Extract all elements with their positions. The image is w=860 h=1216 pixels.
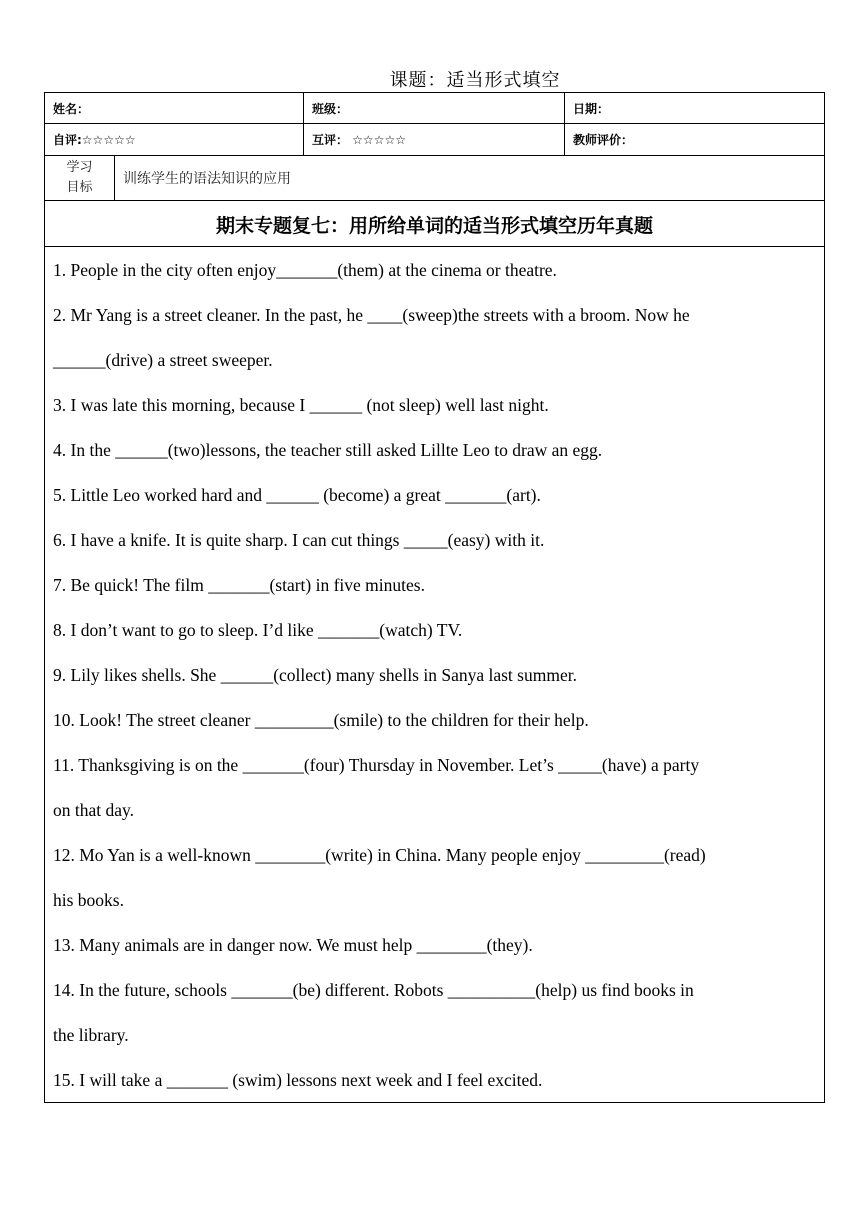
question-line: 9. Lily likes shells. She ______(collect) many shells in Sanya last summer. [53,665,577,685]
question-line: 12. Mo Yan is a well-known ________(write) in China. Many people enjoy _________(read) [53,845,706,865]
question-line: 3. I was late this morning, because I ______ (not sleep) well last night. [53,395,549,415]
class-field[interactable]: 班级： [303,93,564,123]
question-line: 2. Mr Yang is a street cleaner. In the past, he ____(sweep)the streets with a broom. Now he [53,305,690,325]
question-line: 5. Little Leo worked hard and ______ (become) a great _______(art). [53,485,541,505]
goal-label-line2: 目标 [66,180,93,195]
evaluation-row [45,124,824,156]
question-line: on that day. [53,800,134,820]
learning-goal-row [45,156,824,201]
info-row [45,93,824,124]
goal-label-line1: 学习 [66,160,93,175]
name-field[interactable]: 姓名： [53,101,90,116]
question-line: 4. In the ______(two)lessons, the teacher still asked Lillte Leo to draw an egg. [53,440,603,460]
section-heading: 期末专题复七：用所给单词的适当形式填空历年真题 [215,215,653,237]
worksheet-table [44,92,825,1103]
learning-goal-label [45,156,115,200]
peer-evaluation[interactable]: 互评： ☆☆☆☆☆ [303,124,564,155]
question-line: 8. I don’t want to go to sleep. I’d like _______(watch) TV. [53,620,463,640]
question-line: 15. I will take a _______ (swim) lessons next week and I feel excited. [53,1070,543,1090]
question-line: 14. In the future, schools _______(be) different. Robots __________(help) us find books in [53,980,694,1000]
question-line: 13. Many animals are in danger now. We must help ________(they). [53,935,533,955]
date-field[interactable]: 日期： [564,93,826,123]
question-line: 11. Thanksgiving is on the _______(four) Thursday in November. Let’s _____(have) a party [53,755,700,775]
question-line: his books. [53,890,124,910]
teacher-evaluation[interactable]: 教师评价： [564,124,826,155]
page-title: 课题：适当形式填空 [389,70,561,91]
learning-goal-text: 训练学生的语法知识的应用 [123,171,291,187]
question-line: ______(drive) a street sweeper. [53,350,273,370]
question-line: 10. Look! The street cleaner _________(smile) to the children for their help. [53,710,589,730]
self-evaluation[interactable]: 自评:☆☆☆☆☆ [53,133,136,147]
question-line: 1. People in the city often enjoy_______(them) at the cinema or theatre. [53,260,557,280]
question-line: 6. I have a knife. It is quite sharp. I can cut things _____(easy) with it. [53,530,545,550]
section-heading-row [45,201,824,247]
question-list [53,248,818,1103]
question-line: 7. Be quick! The film _______(start) in five minutes. [53,575,425,595]
question-line: the library. [53,1025,129,1045]
